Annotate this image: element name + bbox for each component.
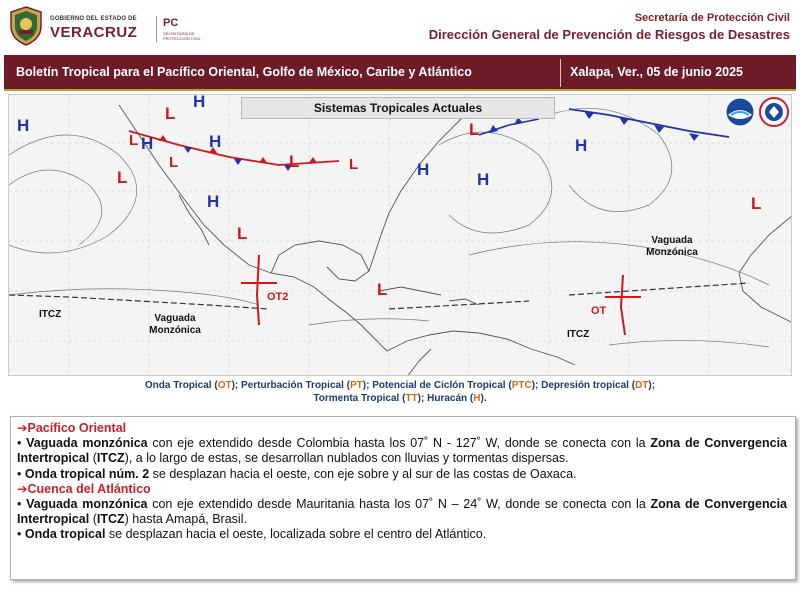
pc-logo-subtext: SECRETARÍA DE PROTECCIÓN CIVIL [163,31,201,41]
atlantic-b1-text: con eje extendido desde Mauritania hasta los 07˚ N – 24˚ W, donde se conecta con la [147,497,651,512]
high-pressure-icon: H [193,95,206,111]
legend-ot-name: Onda Tropical [144,380,212,391]
high-pressure-icon: H [575,136,588,155]
atlantic-b1-bold: Vaguada monzónica [26,497,148,512]
nws-logo-icon [759,97,789,127]
atlantic-bullet-wave: • Onda tropical se desplazan hacia el oeste, localizada sobre el centro del Atlántico. [17,527,487,542]
low-pressure-icon: L [377,280,388,299]
arrow-right-icon: ➔ [17,481,28,496]
high-pressure-icon: H [209,132,222,151]
government-small-text: GOBIERNO DEL ESTADO DE [50,16,137,22]
low-pressure-icon: L [237,224,248,243]
map-banner: Sistemas Tropicales Actuales [241,97,555,119]
low-pressure-icon: L [117,168,128,187]
arrow-right-icon: ➔ [17,421,28,435]
bulletin-description [10,416,796,580]
atlantic-b1-bold2: Zona de Convergencia Intertropical [17,497,788,527]
monsoon-trough-label-atlantic: Vaguada Monzónica [646,235,698,258]
high-pressure-icon: H [141,134,154,153]
tropical-wave-label-ot2: OT2 [267,291,289,303]
high-pressure-icon: H [17,116,30,135]
low-pressure-icon: L [469,120,480,139]
legend-ot-code: OT [217,380,232,391]
low-pressure-icon: L [289,152,300,171]
legend-ptc-code: PTC [511,380,532,391]
legend-pt-code: PT [349,380,363,391]
page-header [0,0,800,52]
legend-tt-name: Tormenta Tropical [313,393,400,404]
secretaria-title: Secretaría de Protección Civil [634,12,790,24]
government-state-name: VERACRUZ [50,24,138,41]
legend-h-name: Huracán [427,393,468,404]
legend-line-2: Tormenta Tropical (TT); Huracán (H). [313,393,487,404]
low-pressure-icon: L [751,194,762,213]
pacific-bullet-wave: • Onda tropical núm. 2 se desplazan hacia el oeste, con eje sobre y al sur de las costas de Oaxaca. [17,466,577,481]
atlantic-b1-text3: ) hasta Amapá, Brasil. [124,512,247,527]
section-heading-pacific-text: Pacífico Oriental [27,421,127,435]
low-pressure-icon: L [349,156,359,173]
section-heading-pacific [17,421,787,436]
section-heading-atlantic [17,482,787,497]
high-pressure-icon: H [417,160,430,179]
pacific-b1-text2: ( [89,451,97,466]
bulletin-title: Boletín Tropical para el Pacífico Oriental, Golfo de México, Caribe y Atlántico [16,65,472,79]
pacific-b1-text: con eje extendido desde Colombia hasta los 07˚ N - 127˚ W, donde se conecta con la [147,436,651,451]
pacific-b2-text: se desplazan hacia el oeste, con eje sobre y al sur de las costas de Oaxaca. [149,466,577,481]
itcz-label-atlantic: ITCZ [567,329,590,340]
weather-map [8,94,792,376]
pacific-b1-bold3: ITCZ [96,451,125,466]
atlantic-b1-bold3: ITCZ [96,512,125,527]
pacific-b1-bold: Vaguada monzónica [26,436,148,451]
pacific-b2-bold: Onda tropical núm. 2 [24,466,150,481]
map-legend [8,379,792,405]
government-logo [8,6,201,48]
legend-pt-name: Perturbación Tropical [241,380,344,391]
title-separator [560,59,561,87]
low-pressure-icon: L [129,132,139,149]
pacific-b1-text3: ), a lo largo de estas, se desarrollan nublados con lluvias y tormentas dispersas. [124,451,569,466]
low-pressure-icon: L [165,104,176,123]
legend-tt-code: TT [405,393,418,404]
high-pressure-icon: H [207,192,220,211]
direccion-title: Dirección General de Prevención de Riesgos de Desastres [428,27,790,42]
logo-divider [156,16,157,42]
atlantic-b2-bold: Onda tropical [24,527,106,542]
legend-ptc-name: Potencial de Ciclón Tropical [372,380,506,391]
high-pressure-icon: H [477,170,490,189]
bulletin-title-bar [4,55,796,91]
itcz-label-pacific: ITCZ [39,309,62,320]
legend-line-1: Onda Tropical (OT); Perturbación Tropical (PT); Potencial de Ciclón Tropical (PTC); Depresión tropical (DT); [144,380,656,391]
atlantic-bullet-monsoon: • Vaguada monzónica con eje extendido desde Mauritania hasta los 07˚ N – 24˚ W, donde se conecta con la Zona de Convergencia Intertropical (ITCZ) hasta Amapá, Brasil. [17,497,788,527]
low-pressure-icon: L [169,154,179,171]
legend-h-code: H [473,393,481,404]
legend-dt-name: Depresión tropical [541,380,629,391]
monsoon-trough-label-pacific: Vaguada Monzónica [149,313,201,336]
pacific-bullet-monsoon: • Vaguada monzónica con eje extendido desde Colombia hasta los 07˚ N - 127˚ W, donde se conecta con la Zona de Convergencia Intertropical (ITCZ), a lo largo de estas, se desarrollan nublados con lluvias y tormentas dispersas. [17,436,788,466]
bulletin-date: Xalapa, Ver., 05 de junio 2025 [570,65,744,79]
atlantic-b2-text: se desplazan hacia el oeste, localizada sobre el centro del Atlántico. [105,527,487,542]
pacific-b1-bold2: Zona de Convergencia Intertropical [17,436,788,466]
section-heading-atlantic-text: Cuenca del Atlántico [27,481,151,496]
veracruz-shield-icon [8,6,44,46]
atlantic-b1-text2: ( [89,512,97,527]
noaa-logo-icon [725,97,755,127]
tropical-wave-label-ot: OT [591,305,607,317]
legend-dt-code: DT [635,380,649,391]
pc-logo-text: PC [163,17,179,29]
